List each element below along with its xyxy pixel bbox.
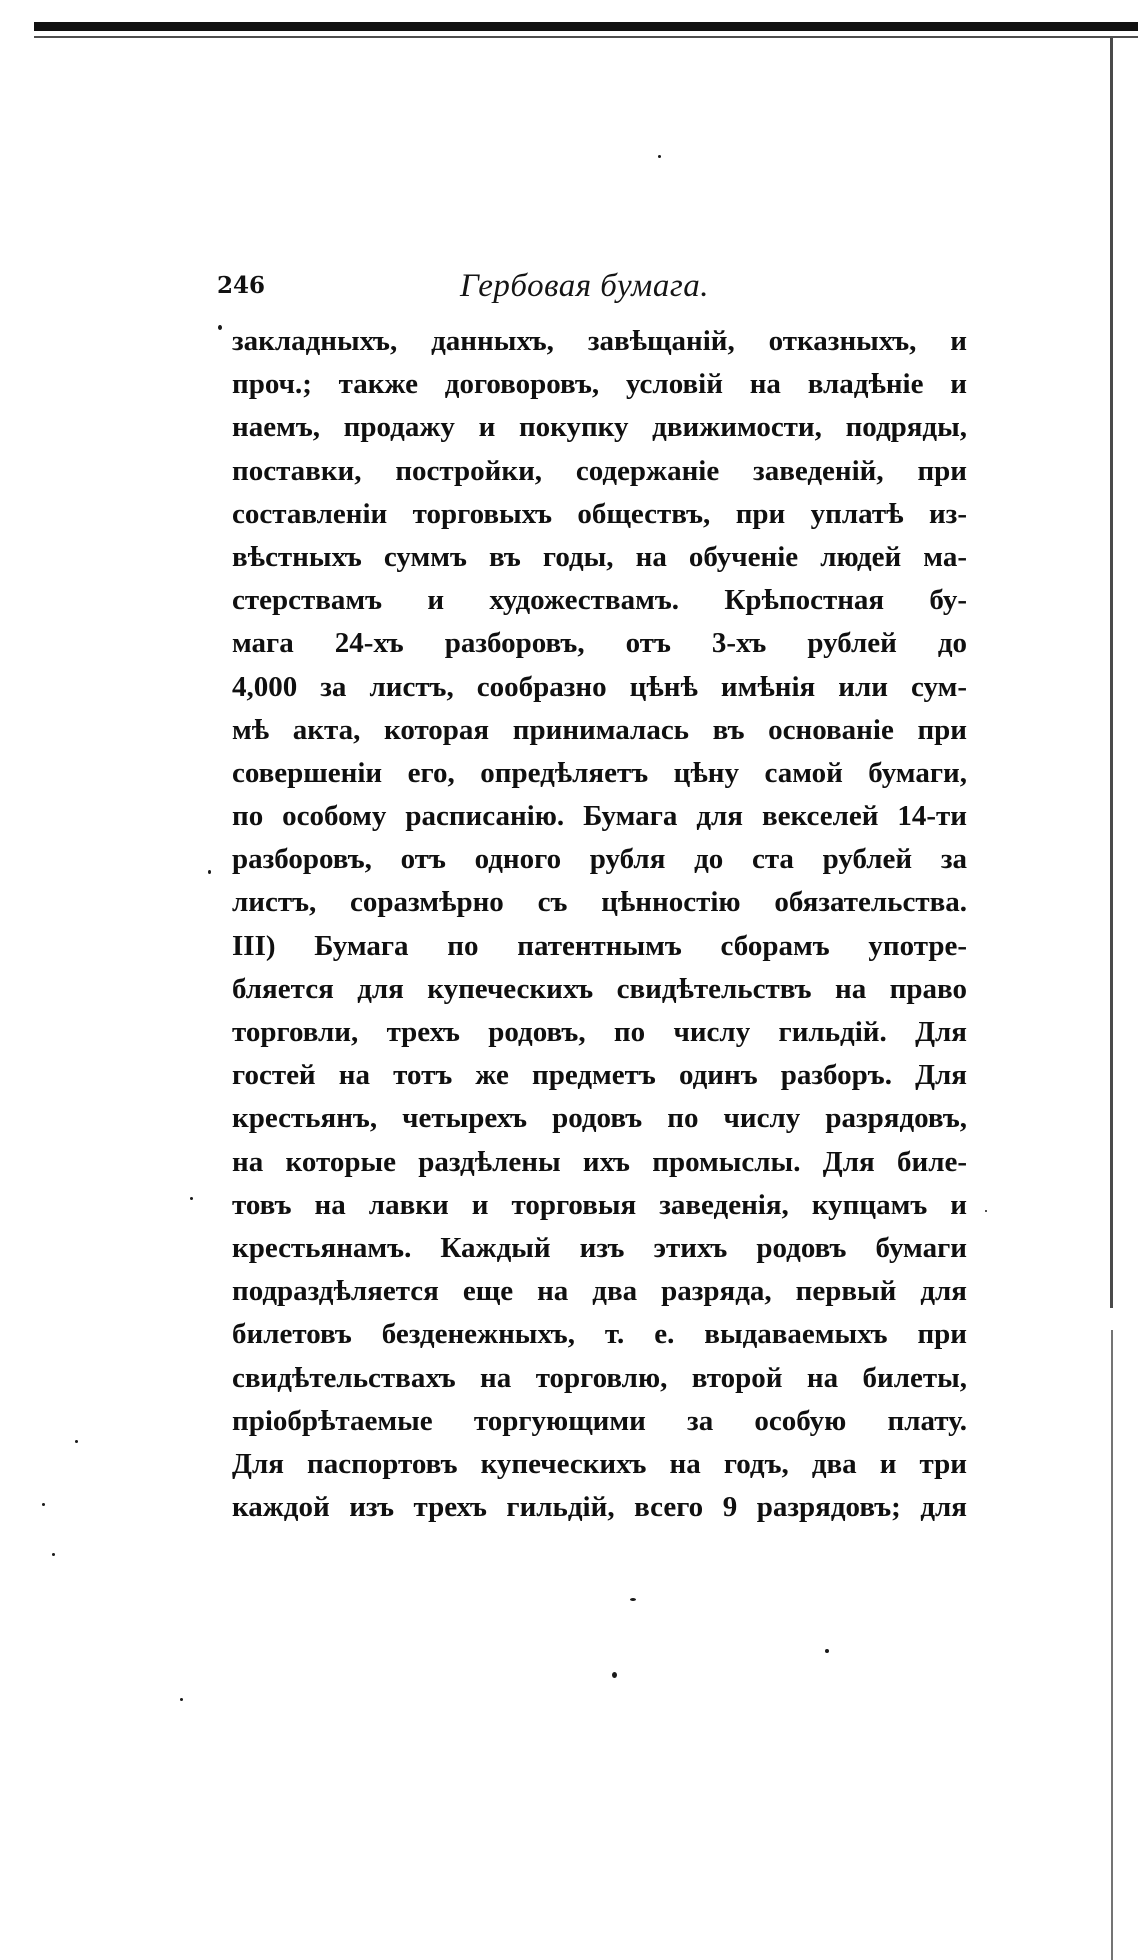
scan-speck bbox=[208, 870, 211, 874]
scan-speck bbox=[190, 1197, 193, 1200]
text-line: билетовъ безденежныхъ, т. е. выдаваемыхъ при bbox=[232, 1318, 967, 1351]
scan-speck bbox=[218, 325, 222, 330]
top-border-thin-rule bbox=[34, 36, 1138, 38]
text-line: поставки, постройки, содержаніе заведеній, при bbox=[232, 454, 967, 487]
text-line: подраздѣляется еще на два разряда, первый для bbox=[232, 1275, 967, 1308]
text-line: крестьянъ, четырехъ родовъ по числу разрядовъ, bbox=[232, 1102, 967, 1135]
text-line: совершеніи его, опредѣляетъ цѣну самой бумаги, bbox=[232, 756, 967, 789]
text-line: на которые раздѣлены ихъ промыслы. Для биле- bbox=[232, 1145, 967, 1178]
text-line: по особому расписанію. Бумага для векселей 14-ти bbox=[232, 800, 967, 833]
body-text-block bbox=[232, 320, 967, 1529]
scan-speck bbox=[658, 155, 661, 158]
text-line: вѣстныхъ суммъ въ годы, на обученіе людей ма- bbox=[232, 540, 967, 573]
text-line: товъ на лавки и торговыя заведенія, купцамъ и bbox=[232, 1188, 967, 1221]
right-page-edge-line bbox=[1110, 38, 1113, 1308]
text-line: гостей на тотъ же предметъ одинъ разборъ. Для bbox=[232, 1059, 967, 1092]
text-line: наемъ, продажу и покупку движимости, подряды, bbox=[232, 411, 967, 444]
top-border-rule bbox=[34, 22, 1138, 31]
text-line: Для паспортовъ купеческихъ на годъ, два и три bbox=[232, 1447, 967, 1480]
text-line: 4,000 за листъ, сообразно цѣнѣ имѣнія или сум- bbox=[232, 670, 967, 703]
scan-speck bbox=[985, 1210, 987, 1212]
text-line: составленіи торговыхъ обществъ, при уплатѣ из- bbox=[232, 497, 967, 530]
page-number: 246 bbox=[217, 272, 266, 299]
text-line: мага 24-хъ разборовъ, отъ 3-хъ рублей до bbox=[232, 627, 967, 660]
scan-speck bbox=[42, 1503, 45, 1506]
text-line: крестьянамъ. Каждый изъ этихъ родовъ бумаги bbox=[232, 1231, 967, 1264]
text-line: стерствамъ и художествамъ. Крѣпостная бу- bbox=[232, 584, 967, 617]
text-line: каждой изъ трехъ гильдій, всего 9 разрядовъ; для bbox=[232, 1491, 967, 1524]
text-line: листъ, соразмѣрно съ цѣнностію обязательства. bbox=[232, 886, 967, 919]
text-line: свидѣтельствахъ на торговлю, второй на билеты, bbox=[232, 1361, 967, 1394]
scan-speck bbox=[612, 1672, 617, 1678]
scan-speck bbox=[52, 1553, 55, 1556]
text-line: проч.; также договоровъ, условій на владѣніе и bbox=[232, 368, 967, 401]
text-line: закладныхъ, данныхъ, завѣщаній, отказныхъ, и bbox=[232, 325, 967, 357]
scan-speck bbox=[630, 1598, 636, 1601]
text-line: мѣ акта, которая принималась въ основаніе при bbox=[232, 713, 967, 746]
text-line: пріобрѣтаемые торгующими за особую плату. bbox=[232, 1404, 967, 1437]
scan-speck bbox=[825, 1649, 829, 1653]
scan-speck bbox=[75, 1440, 78, 1443]
text-line: бляется для купеческихъ свидѣтельствъ на право bbox=[232, 972, 967, 1005]
running-header-title: Гербовая бумага. bbox=[460, 268, 709, 304]
text-line: разборовъ, отъ одного рубля до ста рублей за bbox=[232, 843, 967, 876]
right-page-edge-line-lower bbox=[1111, 1330, 1113, 1960]
text-line: торговли, трехъ родовъ, по числу гильдій. Для bbox=[232, 1016, 967, 1048]
scan-speck bbox=[180, 1698, 183, 1701]
text-line: III) Бумага по патентнымъ сборамъ употре- bbox=[232, 929, 967, 962]
